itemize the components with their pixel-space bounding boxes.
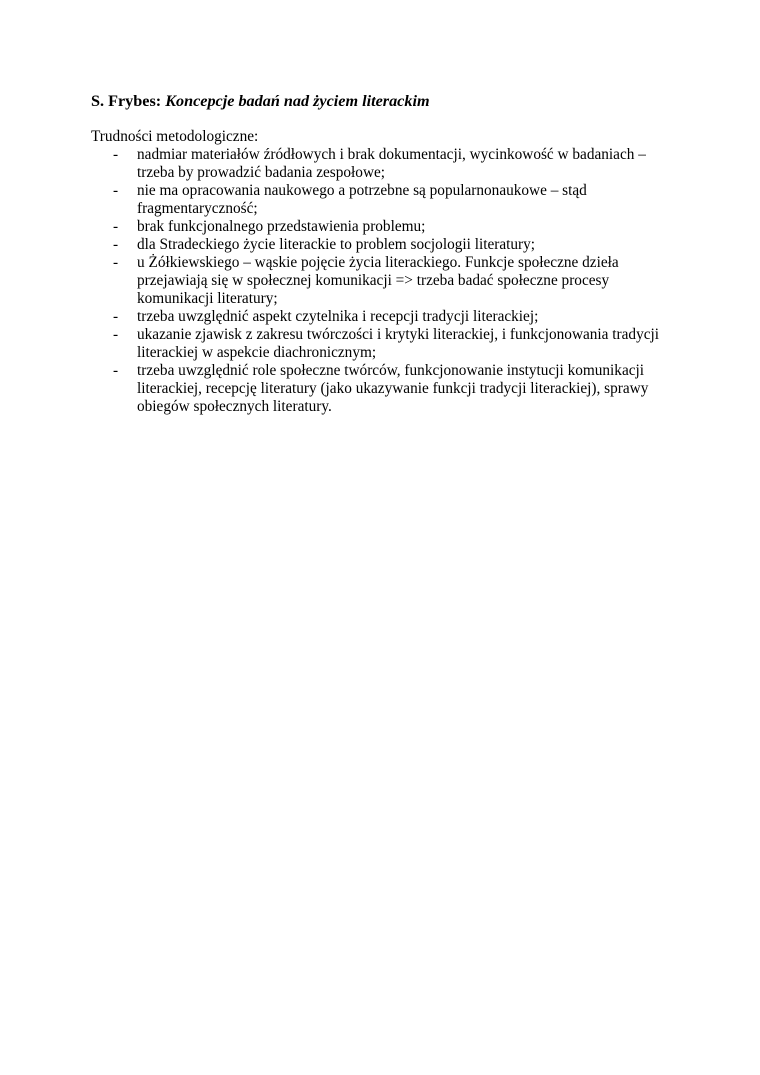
title-work: Koncepcje badań nad życiem literackim bbox=[165, 92, 430, 110]
list-item bbox=[91, 218, 671, 236]
list-item bbox=[91, 362, 671, 416]
list-item bbox=[91, 308, 671, 326]
list-item-line: obiegów społecznych literatury. bbox=[137, 398, 332, 415]
bullet-dash: - bbox=[113, 146, 119, 163]
document-title bbox=[91, 90, 671, 112]
list-item-line: nadmiar materiałów źródłowych i brak dokumentacji, wycinkowość w badaniach – bbox=[137, 146, 646, 163]
list-item bbox=[91, 236, 671, 254]
bullet-dash: - bbox=[113, 254, 119, 271]
list-item bbox=[91, 254, 671, 308]
bullet-dash: - bbox=[113, 362, 119, 379]
list-item-line: brak funkcjonalnego przedstawienia problemu; bbox=[137, 218, 426, 235]
list-item-line: nie ma opracowania naukowego a potrzebne są popularnonaukowe – stąd bbox=[137, 182, 587, 199]
list-item-line: literackiej w aspekcie diachronicznym; bbox=[137, 344, 377, 361]
bullet-list bbox=[91, 146, 671, 416]
list-item-line: u Żółkiewskiego – wąskie pojęcie życia literackiego. Funkcje społeczne dzieła bbox=[137, 254, 619, 271]
bullet-dash: - bbox=[113, 182, 119, 199]
list-item-line: trzeba uwzględnić role społeczne twórców, funkcjonowanie instytucji komunikacji bbox=[137, 362, 645, 379]
list-item-line: komunikacji literatury; bbox=[137, 290, 278, 307]
list-item bbox=[91, 182, 671, 218]
list-item-line: trzeba by prowadzić badania zespołowe; bbox=[137, 164, 386, 181]
list-item-line: literackiej, recepcję literatury (jako ukazywanie funkcji tradycji literackiej), sprawy bbox=[137, 380, 649, 397]
list-item bbox=[91, 326, 671, 362]
list-item-line: przejawiają się w społecznej komunikacji => trzeba badać społeczne procesy bbox=[137, 272, 610, 289]
bullet-dash: - bbox=[113, 326, 119, 343]
section-label: Trudności metodologiczne: bbox=[91, 128, 259, 145]
bullet-dash: - bbox=[113, 218, 119, 235]
list-item-line: ukazanie zjawisk z zakresu twórczości i krytyki literackiej, i funkcjonowania tradycji bbox=[137, 326, 660, 343]
list-item-line: fragmentaryczność; bbox=[137, 200, 258, 217]
document-content bbox=[91, 90, 671, 416]
title-author: S. Frybes: bbox=[91, 92, 162, 110]
bullet-dash: - bbox=[113, 236, 119, 253]
list-item-line: dla Stradeckiego życie literackie to problem socjologii literatury; bbox=[137, 236, 536, 253]
list-item bbox=[91, 146, 671, 182]
list-item-line: trzeba uwzględnić aspekt czytelnika i recepcji tradycji literackiej; bbox=[137, 308, 539, 325]
bullet-dash: - bbox=[113, 308, 119, 325]
